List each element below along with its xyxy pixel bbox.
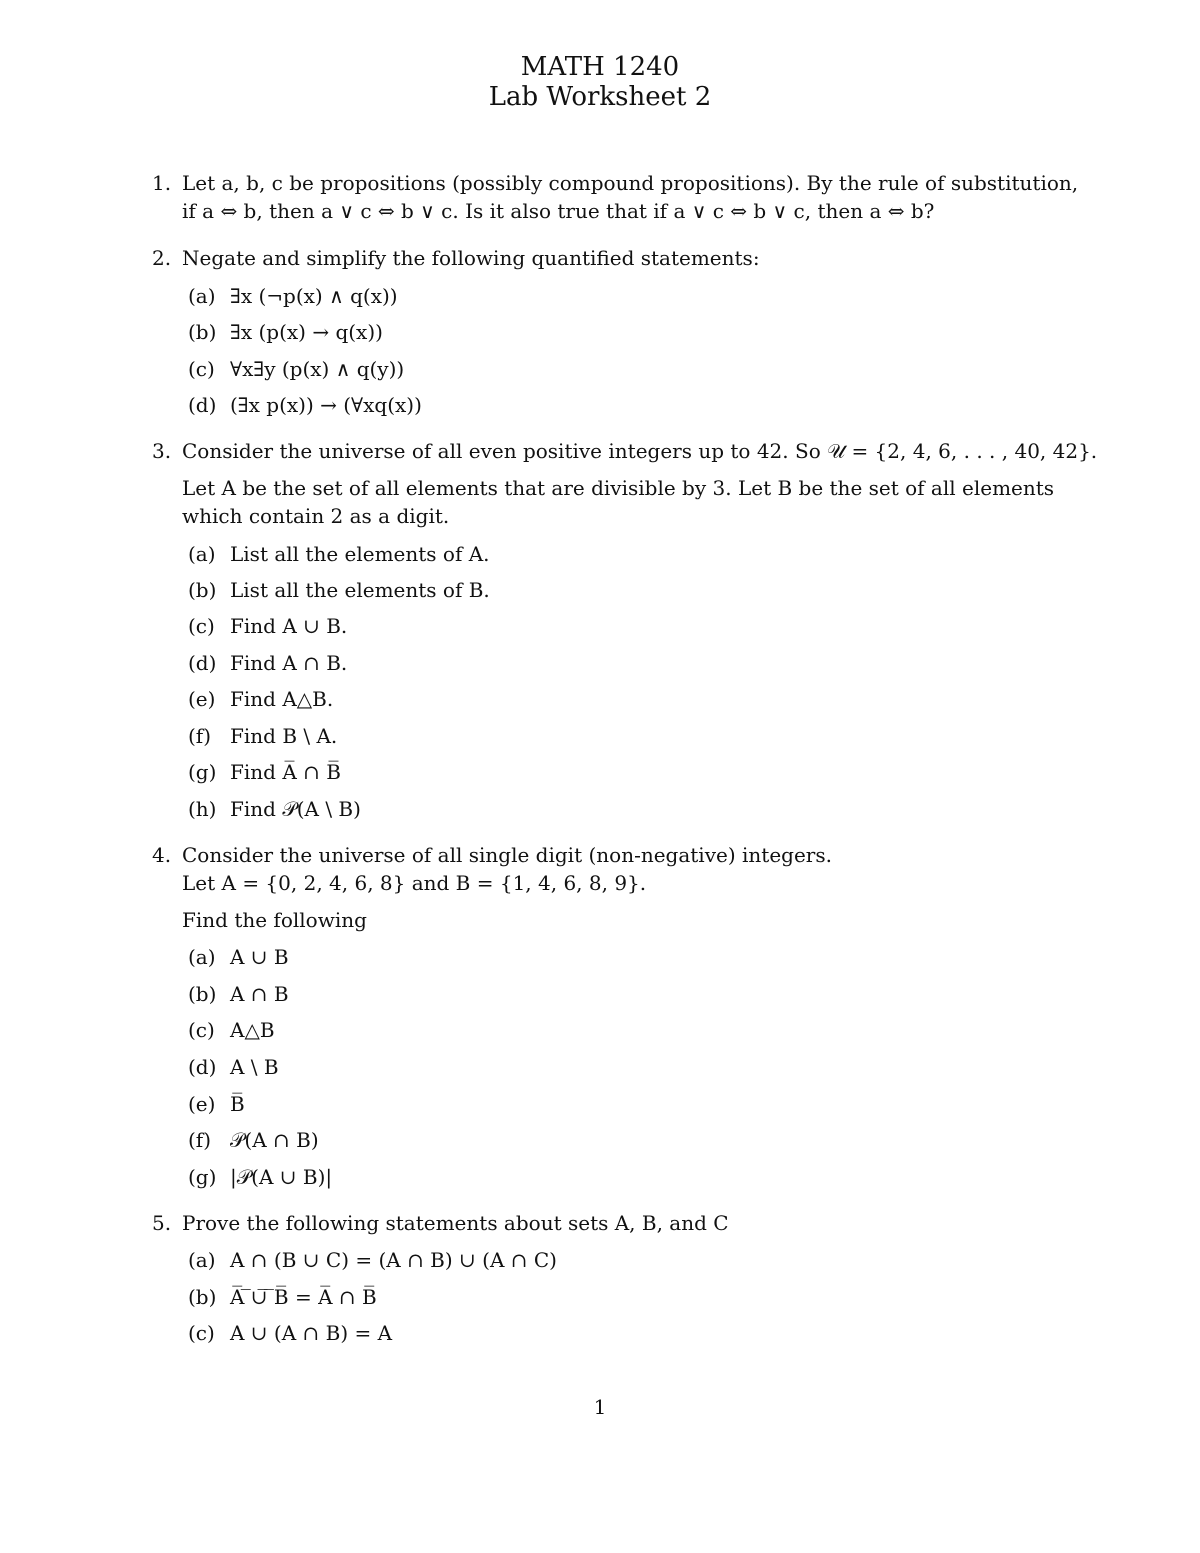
- question-3-part: [188, 649, 347, 677]
- part-label: (d): [188, 393, 217, 417]
- question-2-number: 2.: [152, 246, 172, 270]
- part-text: List all the elements of A.: [230, 542, 490, 566]
- question-4-part: [188, 1090, 245, 1118]
- question-3-part: [188, 540, 490, 568]
- part-text: A△B: [230, 1018, 275, 1042]
- part-text: A ∩ B: [230, 982, 289, 1006]
- part-label: (a): [188, 945, 216, 969]
- question-4-part: [188, 1163, 332, 1191]
- part-label: (b): [188, 320, 217, 344]
- question-2-text: Negate and simplify the following quantified statements:: [182, 246, 760, 270]
- part-text: Find A△B.: [230, 687, 334, 711]
- question-5-text: Prove the following statements about sets A, B, and C: [182, 1211, 729, 1235]
- part-label: (f): [188, 1128, 212, 1152]
- question-2-part: [188, 391, 422, 419]
- part-text: B̅: [230, 1092, 245, 1116]
- part-label: (b): [188, 1285, 217, 1309]
- page-number: 1: [593, 1395, 607, 1419]
- question-5-part: [188, 1246, 557, 1274]
- part-text: |𝒫(A ∪ B)|: [230, 1165, 333, 1189]
- part-text: ∀x∃y (p(x) ∧ q(y)): [230, 357, 405, 381]
- part-label: (h): [188, 797, 217, 821]
- part-label: (d): [188, 651, 217, 675]
- question-4-text: Consider the universe of all single digit (non-negative) integers.: [182, 843, 832, 867]
- question-4-text: Find the following: [182, 908, 367, 932]
- question-5-number: 5.: [152, 1211, 172, 1235]
- part-text: A ∩ (B ∪ C) = (A ∩ B) ∪ (A ∩ C): [230, 1248, 557, 1272]
- question-2-part: [188, 282, 398, 310]
- question-3-part: [188, 685, 333, 713]
- question-4-part: [188, 980, 289, 1008]
- part-text: Find B \ A.: [230, 724, 338, 748]
- question-4-part: [188, 1126, 319, 1154]
- part-text: (∃x p(x)) → (∀xq(x)): [230, 393, 422, 417]
- question-3-text: Consider the universe of all even positive integers up to 42. So 𝒰 = {2, 4, 6, . . . , 40, 42}.: [182, 439, 1098, 463]
- part-label: (a): [188, 284, 216, 308]
- part-text: Find A ∪ B.: [230, 614, 348, 638]
- part-text: Find A̅ ∩ B̅: [230, 760, 341, 784]
- question-4-number: 4.: [152, 843, 172, 867]
- part-label: (c): [188, 1018, 215, 1042]
- question-1-text: if a ⇔ b, then a ∨ c ⇔ b ∨ c. Is it also true that if a ∨ c ⇔ b ∨ c, then a ⇔ b?: [182, 199, 935, 223]
- part-text: A ∪ B: [230, 945, 289, 969]
- question-4-part: [188, 1016, 275, 1044]
- part-label: (g): [188, 760, 217, 784]
- part-text: ∃x (p(x) → q(x)): [230, 320, 383, 344]
- question-3-part: [188, 612, 347, 640]
- part-label: (e): [188, 687, 216, 711]
- question-3-text: Let A be the set of all elements that are divisible by 3. Let B be the set of all elements: [182, 476, 1055, 500]
- part-text: ∃x (¬p(x) ∧ q(x)): [230, 284, 398, 308]
- question-2-part: [188, 318, 383, 346]
- question-3-part: [188, 722, 337, 750]
- course-title: MATH 1240: [520, 52, 680, 82]
- part-text: 𝒫(A ∩ B): [230, 1128, 319, 1152]
- part-text: Find 𝒫(A \ B): [230, 797, 361, 821]
- part-label: (f): [188, 724, 212, 748]
- question-3-part: [188, 795, 361, 823]
- part-text: A ∪ (A ∩ B) = A: [230, 1321, 393, 1345]
- question-3-number: 3.: [152, 439, 172, 463]
- question-3-text: which contain 2 as a digit.: [182, 504, 450, 528]
- part-label: (a): [188, 1248, 216, 1272]
- part-label: (e): [188, 1092, 216, 1116]
- question-1-text: Let a, b, c be propositions (possibly compound propositions). By the rule of substitution,: [182, 171, 1079, 195]
- part-label: (g): [188, 1165, 217, 1189]
- part-text: Find A ∩ B.: [230, 651, 348, 675]
- part-text: List all the elements of B.: [230, 578, 490, 602]
- part-label: (b): [188, 982, 217, 1006]
- question-5-part: [188, 1283, 377, 1311]
- question-5-part: [188, 1319, 392, 1347]
- part-text: A̅ ̅∪̅ ̅B̅ = A̅ ∩ B̅: [230, 1285, 377, 1309]
- question-4-text: Let A = {0, 2, 4, 6, 8} and B = {1, 4, 6, 8, 9}.: [182, 871, 647, 895]
- question-4-part: [188, 1053, 279, 1081]
- part-label: (c): [188, 357, 215, 381]
- question-2-part: [188, 355, 404, 383]
- question-4-part: [188, 943, 289, 971]
- question-3-part: [188, 576, 490, 604]
- part-label: (b): [188, 578, 217, 602]
- worksheet-title: Lab Worksheet 2: [488, 82, 712, 112]
- question-1-number: 1.: [152, 171, 172, 195]
- part-label: (a): [188, 542, 216, 566]
- question-3-part: [188, 758, 341, 786]
- part-label: (d): [188, 1055, 217, 1079]
- part-text: A \ B: [230, 1055, 279, 1079]
- part-label: (c): [188, 614, 215, 638]
- part-label: (c): [188, 1321, 215, 1345]
